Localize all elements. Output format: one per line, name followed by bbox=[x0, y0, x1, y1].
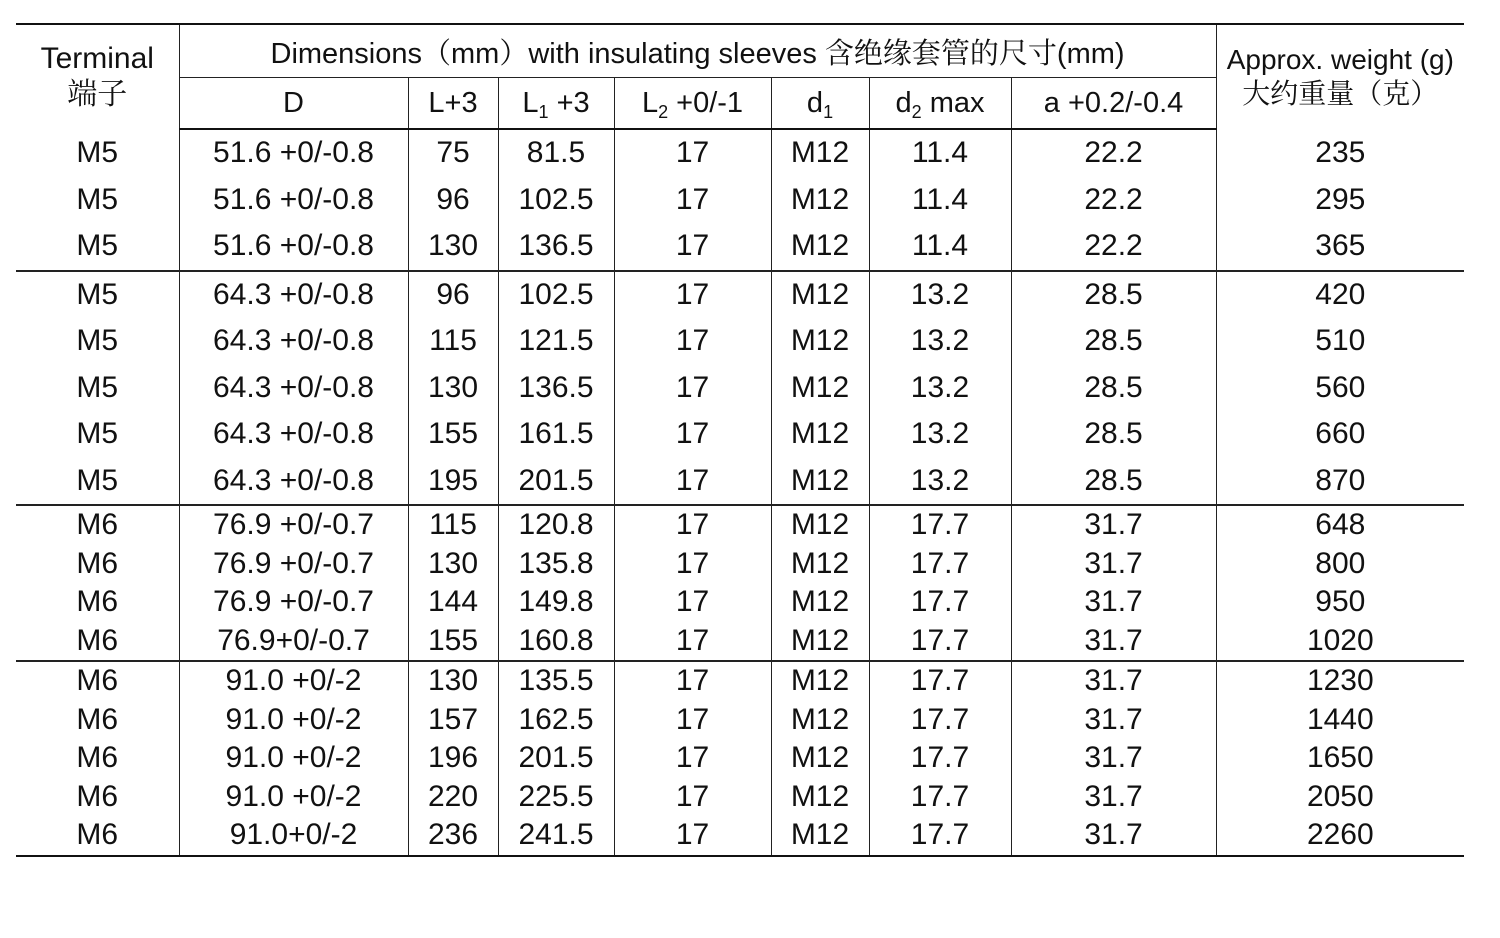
cell-terminal: M5 bbox=[76, 324, 119, 358]
cell-d1: M12 bbox=[771, 583, 869, 622]
cell-l2: 17 bbox=[614, 129, 771, 177]
col-header-l1-sub: 1 bbox=[538, 101, 549, 122]
cell-a: 28.5 bbox=[1011, 411, 1216, 458]
col-header-l1-tail: +3 bbox=[548, 86, 590, 119]
cell-terminal: M5 bbox=[16, 223, 179, 271]
cell-weight: 2050 bbox=[1216, 778, 1464, 817]
table-group-4 bbox=[16, 661, 1464, 856]
cell-l2: 17 bbox=[614, 622, 771, 662]
cell-l1: 162.5 bbox=[498, 701, 614, 740]
cell-l1: 241.5 bbox=[498, 816, 614, 856]
col-header-d2-base: d bbox=[895, 86, 912, 119]
table-row bbox=[16, 505, 1464, 545]
cell-d2: 13.2 bbox=[869, 365, 1011, 412]
cell-d2: 13.2 bbox=[869, 411, 1011, 458]
cell-l1: 160.8 bbox=[498, 622, 614, 662]
col-header-l2-tail: +0/-1 bbox=[668, 86, 744, 119]
cell-l: 75 bbox=[408, 129, 498, 177]
cell-l1: 81.5 bbox=[498, 129, 614, 177]
cell-l1: 161.5 bbox=[498, 411, 614, 458]
cell-d: 91.0 +0/-2 bbox=[179, 739, 408, 778]
cell-d1: M12 bbox=[771, 271, 869, 319]
cell-terminal: M5 bbox=[76, 370, 119, 404]
col-header-l2-base: L bbox=[641, 86, 659, 119]
cell-l2: 17 bbox=[614, 583, 771, 622]
cell-d1: M12 bbox=[771, 129, 869, 177]
cell-weight: 1650 bbox=[1216, 739, 1464, 778]
cell-d1: M12 bbox=[771, 661, 869, 701]
weight-header-label-cn: 大约重量（克） bbox=[1242, 78, 1439, 109]
cell-l1: 201.5 bbox=[498, 739, 614, 778]
table-row bbox=[16, 177, 1464, 224]
cell-d: 76.9+0/-0.7 bbox=[179, 622, 408, 662]
cell-d1: M12 bbox=[771, 778, 869, 817]
cell-a: 22.2 bbox=[1011, 223, 1216, 271]
cell-weight: 660 bbox=[1216, 411, 1464, 458]
cell-l1: 136.5 bbox=[498, 365, 614, 412]
cell-l: 130 bbox=[408, 365, 498, 412]
cell-terminal: M6 bbox=[16, 816, 179, 856]
cell-l: 155 bbox=[408, 411, 498, 458]
cell-l2: 17 bbox=[614, 271, 771, 319]
cell-d: 91.0 +0/-2 bbox=[179, 701, 408, 740]
cell-l: 196 bbox=[408, 739, 498, 778]
cell-a: 28.5 bbox=[1011, 365, 1216, 412]
cell-terminal: M6 bbox=[76, 585, 119, 619]
cell-d1: M12 bbox=[771, 458, 869, 506]
table-group-2 bbox=[16, 271, 1464, 506]
cell-terminal: M6 bbox=[76, 508, 119, 542]
table-row bbox=[16, 129, 1464, 177]
cell-a: 28.5 bbox=[1011, 271, 1216, 319]
cell-d2: 17.7 bbox=[869, 505, 1011, 545]
cell-l2: 17 bbox=[614, 545, 771, 584]
table-row bbox=[16, 458, 1464, 506]
cell-weight: 648 bbox=[1216, 505, 1464, 545]
cell-weight: 295 bbox=[1216, 177, 1464, 224]
col-header-a: a +0.2/-0.4 bbox=[1011, 78, 1216, 130]
cell-d: 51.6 +0/-0.8 bbox=[179, 129, 408, 177]
cell-a: 22.2 bbox=[1011, 129, 1216, 177]
col-header-l2-sub: 2 bbox=[658, 101, 669, 122]
table-header bbox=[16, 24, 1464, 129]
cell-weight: 235 bbox=[1216, 129, 1464, 177]
cell-l2: 17 bbox=[614, 816, 771, 856]
cell-l2: 17 bbox=[614, 365, 771, 412]
cell-l1: 201.5 bbox=[498, 458, 614, 506]
cell-d1: M12 bbox=[771, 177, 869, 224]
cell-d: 91.0+0/-2 bbox=[179, 816, 408, 856]
cell-weight: 2260 bbox=[1216, 816, 1464, 856]
col-header-d1 bbox=[771, 78, 869, 130]
cell-l1: 102.5 bbox=[498, 177, 614, 224]
cell-d1: M12 bbox=[771, 411, 869, 458]
cell-terminal: M5 bbox=[16, 458, 179, 506]
cell-d1: M12 bbox=[771, 701, 869, 740]
table-row bbox=[16, 545, 1464, 584]
cell-d: 64.3 +0/-0.8 bbox=[179, 271, 408, 319]
cell-l: 115 bbox=[408, 318, 498, 365]
table-row bbox=[16, 778, 1464, 817]
col-header-d1-base: d bbox=[806, 86, 824, 119]
cell-d: 51.6 +0/-0.8 bbox=[179, 177, 408, 224]
cell-l: 236 bbox=[408, 816, 498, 856]
col-header-d2 bbox=[869, 78, 1011, 130]
cell-l: 220 bbox=[408, 778, 498, 817]
cell-l2: 17 bbox=[614, 318, 771, 365]
terminal-header-label-cn: 端子 bbox=[67, 78, 128, 111]
cell-d1: M12 bbox=[771, 318, 869, 365]
cell-a: 28.5 bbox=[1011, 318, 1216, 365]
cell-l: 115 bbox=[408, 505, 498, 545]
table-row bbox=[16, 223, 1464, 271]
cell-a: 31.7 bbox=[1011, 661, 1216, 701]
cell-d2: 17.7 bbox=[869, 583, 1011, 622]
cell-l: 96 bbox=[408, 177, 498, 224]
cell-l1: 120.8 bbox=[498, 505, 614, 545]
cell-weight: 420 bbox=[1216, 271, 1464, 319]
cell-d1: M12 bbox=[771, 739, 869, 778]
cell-l: 144 bbox=[408, 583, 498, 622]
cell-weight: 950 bbox=[1216, 583, 1464, 622]
cell-l2: 17 bbox=[614, 177, 771, 224]
col-header-d2-tail: max bbox=[921, 86, 985, 119]
cell-l2: 17 bbox=[614, 411, 771, 458]
cell-weight: 1440 bbox=[1216, 701, 1464, 740]
cell-d1: M12 bbox=[771, 505, 869, 545]
cell-a: 31.7 bbox=[1011, 778, 1216, 817]
cell-d1: M12 bbox=[771, 545, 869, 584]
cell-d2: 11.4 bbox=[869, 177, 1011, 224]
cell-l2: 17 bbox=[614, 778, 771, 817]
cell-l: 130 bbox=[408, 223, 498, 271]
col-header-l: L+3 bbox=[408, 78, 498, 130]
cell-weight: 1020 bbox=[1216, 622, 1464, 662]
cell-l1: 135.8 bbox=[498, 545, 614, 584]
cell-terminal: M6 bbox=[76, 546, 119, 580]
cell-weight: 870 bbox=[1216, 458, 1464, 506]
cell-d: 64.3 +0/-0.8 bbox=[179, 411, 408, 458]
cell-d2: 13.2 bbox=[869, 271, 1011, 319]
cell-terminal: M5 bbox=[76, 182, 119, 216]
table-row bbox=[16, 411, 1464, 458]
cell-d: 76.9 +0/-0.7 bbox=[179, 505, 408, 545]
cell-terminal: M6 bbox=[76, 664, 119, 698]
cell-d: 76.9 +0/-0.7 bbox=[179, 545, 408, 584]
cell-l1: 225.5 bbox=[498, 778, 614, 817]
weight-header-label: Approx. weight (g) bbox=[1226, 44, 1454, 76]
cell-d2: 17.7 bbox=[869, 739, 1011, 778]
col-header-d1-sub: 1 bbox=[823, 101, 834, 122]
col-header-d: D bbox=[179, 78, 408, 130]
table-group-1 bbox=[16, 129, 1464, 271]
cell-terminal: M5 bbox=[76, 417, 119, 451]
cell-d2: 17.7 bbox=[869, 816, 1011, 856]
cell-terminal: M6 bbox=[76, 741, 119, 775]
cell-terminal: M5 bbox=[76, 135, 119, 169]
cell-weight: 365 bbox=[1216, 223, 1464, 271]
cell-l1: 135.5 bbox=[498, 661, 614, 701]
cell-l2: 17 bbox=[614, 701, 771, 740]
terminal-header bbox=[16, 24, 179, 129]
terminal-dimensions-table bbox=[16, 23, 1464, 857]
col-header-l2 bbox=[614, 78, 771, 130]
cell-d2: 13.2 bbox=[869, 458, 1011, 506]
cell-l2: 17 bbox=[614, 505, 771, 545]
cell-weight: 1230 bbox=[1216, 661, 1464, 701]
table-row bbox=[16, 622, 1464, 662]
cell-l: 155 bbox=[408, 622, 498, 662]
cell-a: 31.7 bbox=[1011, 739, 1216, 778]
col-header-l1 bbox=[498, 78, 614, 130]
cell-d: 91.0 +0/-2 bbox=[179, 778, 408, 817]
cell-d: 91.0 +0/-2 bbox=[179, 661, 408, 701]
cell-l2: 17 bbox=[614, 739, 771, 778]
cell-d1: M12 bbox=[771, 816, 869, 856]
cell-l: 130 bbox=[408, 661, 498, 701]
cell-d2: 17.7 bbox=[869, 661, 1011, 701]
table-row bbox=[16, 271, 1464, 319]
cell-a: 31.7 bbox=[1011, 622, 1216, 662]
cell-terminal: M6 bbox=[76, 779, 119, 813]
cell-l1: 121.5 bbox=[498, 318, 614, 365]
cell-d1: M12 bbox=[771, 223, 869, 271]
cell-d: 64.3 +0/-0.8 bbox=[179, 365, 408, 412]
cell-d: 64.3 +0/-0.8 bbox=[179, 458, 408, 506]
cell-d2: 13.2 bbox=[869, 318, 1011, 365]
table-row bbox=[16, 739, 1464, 778]
table-row bbox=[16, 661, 1464, 701]
terminal-dimensions-sheet bbox=[16, 23, 1464, 857]
cell-d2: 11.4 bbox=[869, 129, 1011, 177]
cell-a: 31.7 bbox=[1011, 816, 1216, 856]
cell-l2: 17 bbox=[614, 458, 771, 506]
cell-d: 76.9 +0/-0.7 bbox=[179, 583, 408, 622]
cell-weight: 800 bbox=[1216, 545, 1464, 584]
terminal-header-label: Terminal bbox=[40, 42, 154, 75]
cell-l1: 136.5 bbox=[498, 223, 614, 271]
weight-header bbox=[1216, 24, 1464, 129]
cell-l: 195 bbox=[408, 458, 498, 506]
table-row bbox=[16, 816, 1464, 856]
cell-terminal: M5 bbox=[76, 277, 119, 311]
cell-a: 28.5 bbox=[1011, 458, 1216, 506]
table-row bbox=[16, 318, 1464, 365]
cell-a: 31.7 bbox=[1011, 583, 1216, 622]
cell-l1: 102.5 bbox=[498, 271, 614, 319]
cell-l: 157 bbox=[408, 701, 498, 740]
col-header-l1-base: L bbox=[522, 86, 539, 119]
cell-d2: 17.7 bbox=[869, 778, 1011, 817]
cell-d: 51.6 +0/-0.8 bbox=[179, 223, 408, 271]
cell-terminal: M6 bbox=[16, 622, 179, 662]
table-row bbox=[16, 701, 1464, 740]
col-header-d2-sub: 2 bbox=[911, 101, 922, 122]
cell-a: 31.7 bbox=[1011, 545, 1216, 584]
cell-weight: 560 bbox=[1216, 365, 1464, 412]
cell-a: 31.7 bbox=[1011, 505, 1216, 545]
cell-d2: 17.7 bbox=[869, 622, 1011, 662]
cell-l2: 17 bbox=[614, 661, 771, 701]
cell-l: 130 bbox=[408, 545, 498, 584]
cell-d1: M12 bbox=[771, 622, 869, 662]
cell-l1: 149.8 bbox=[498, 583, 614, 622]
cell-d2: 11.4 bbox=[869, 223, 1011, 271]
cell-d2: 17.7 bbox=[869, 701, 1011, 740]
dimensions-header: Dimensions（mm）with insulating sleeves 含绝缘套管的尺寸(mm) bbox=[179, 24, 1216, 78]
cell-d: 64.3 +0/-0.8 bbox=[179, 318, 408, 365]
cell-d1: M12 bbox=[771, 365, 869, 412]
table-group-3 bbox=[16, 505, 1464, 661]
cell-terminal: M6 bbox=[76, 702, 119, 736]
cell-d2: 17.7 bbox=[869, 545, 1011, 584]
table-row bbox=[16, 365, 1464, 412]
table-row bbox=[16, 583, 1464, 622]
cell-a: 22.2 bbox=[1011, 177, 1216, 224]
cell-l2: 17 bbox=[614, 223, 771, 271]
cell-l: 96 bbox=[408, 271, 498, 319]
cell-weight: 510 bbox=[1216, 318, 1464, 365]
cell-a: 31.7 bbox=[1011, 701, 1216, 740]
